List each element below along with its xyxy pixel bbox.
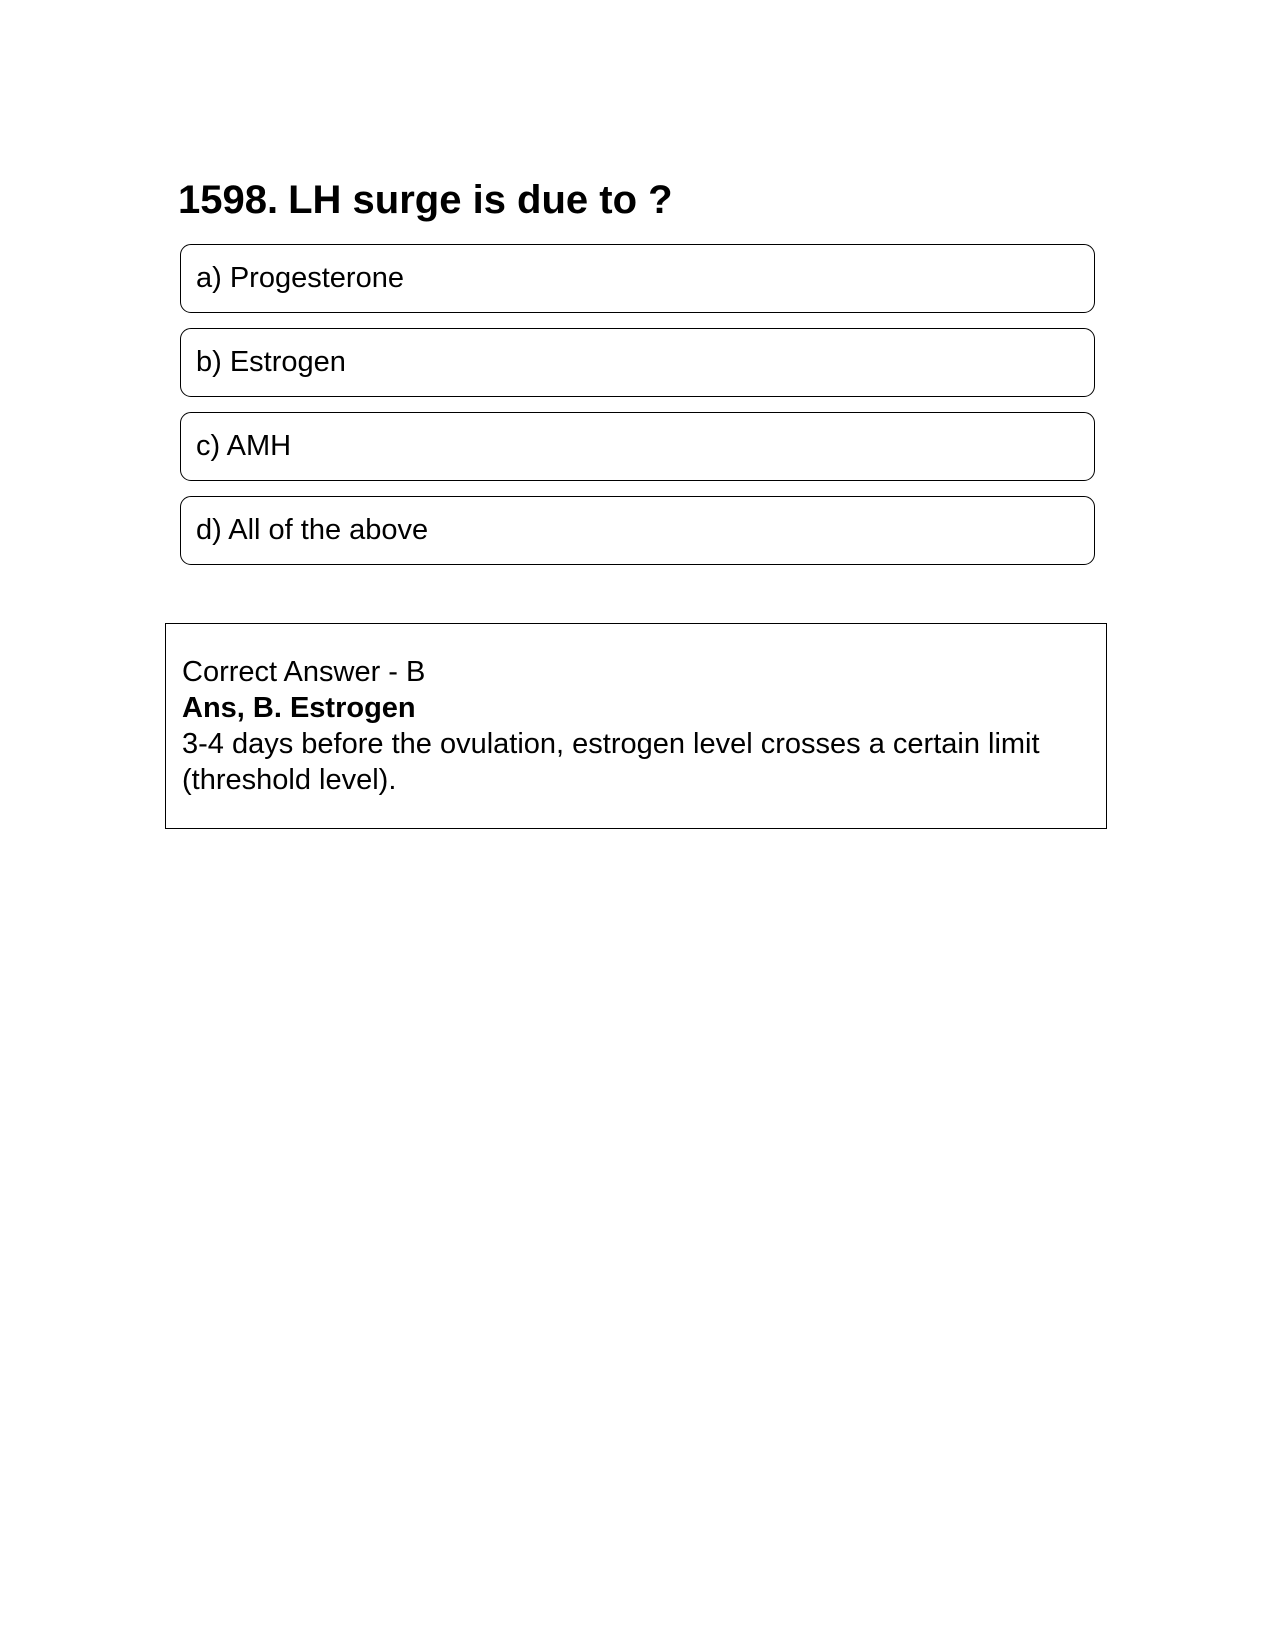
answer-heading: Ans, B. Estrogen <box>182 692 416 724</box>
option-label: b) Estrogen <box>196 346 346 378</box>
option-label: a) Progesterone <box>196 262 404 294</box>
option-label: d) All of the above <box>196 514 429 546</box>
answer-explanation: 3-4 days before the ovulation, estrogen level crosses a certain limit (threshold level). <box>182 728 1040 796</box>
option-c[interactable] <box>180 412 1095 481</box>
option-label: c) AMH <box>196 430 292 462</box>
answer-box <box>165 623 1107 829</box>
question-text: LH surge is due to ? <box>288 178 673 222</box>
correct-answer: Correct Answer - B <box>182 656 426 688</box>
option-b[interactable] <box>180 328 1095 397</box>
question-title <box>178 176 673 224</box>
option-a[interactable] <box>180 244 1095 313</box>
option-d[interactable] <box>180 496 1095 565</box>
question-number: 1598. <box>178 178 279 222</box>
options-list <box>180 244 1095 580</box>
